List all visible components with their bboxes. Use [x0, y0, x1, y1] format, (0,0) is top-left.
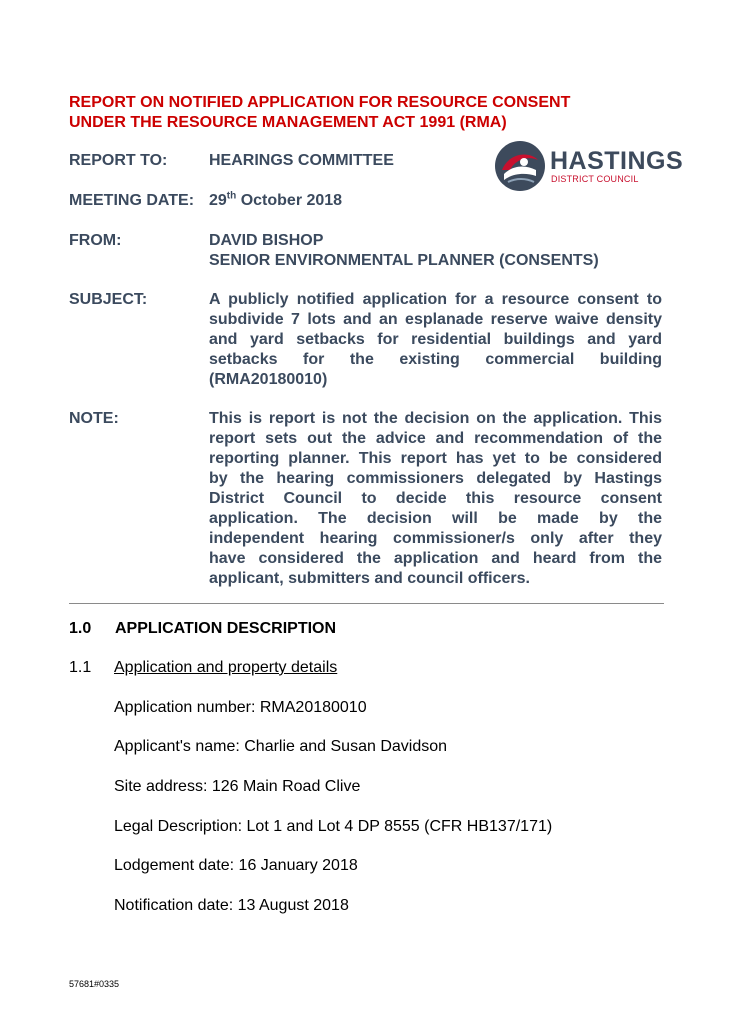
from-role: SENIOR ENVIRONMENTAL PLANNER (CONSENTS)	[209, 252, 599, 269]
detail-site-address: Site address: 126 Main Road Clive	[114, 778, 361, 795]
meeting-date-day: 29	[209, 192, 227, 209]
detail-applicant-name: Applicant's name: Charlie and Susan Davidson	[114, 738, 448, 755]
note-line: by the hearing commissioners delegated by Hastings	[209, 470, 662, 487]
meeting-date-rest: October 2018	[236, 192, 343, 209]
subsection-heading	[69, 659, 337, 677]
subject-line: setbacks for the existing commercial building	[209, 351, 662, 368]
note-line: District Council to decide this resource consent	[209, 490, 662, 507]
section-divider	[69, 603, 664, 604]
detail-application-number: Application number: RMA20180010	[114, 699, 367, 716]
subject-text	[209, 290, 662, 390]
subject-label: SUBJECT:	[69, 291, 148, 308]
subject-line: and yard setbacks for residential buildings and yard	[209, 331, 662, 348]
note-line: report sets out the advice and recommendation of the	[209, 430, 662, 447]
meeting-date-label: MEETING DATE:	[69, 192, 195, 209]
from-label: FROM:	[69, 232, 122, 249]
note-line: reporting planner. This report has yet to be considered	[209, 450, 662, 467]
note-label: NOTE:	[69, 410, 119, 427]
note-line: application. The decision will be made by the	[209, 510, 662, 527]
hastings-emblem-icon	[494, 140, 546, 192]
subject-line: (RMA20180010)	[209, 371, 328, 388]
detail-notification-date: Notification date: 13 August 2018	[114, 897, 349, 914]
report-title-line-1: REPORT ON NOTIFIED APPLICATION FOR RESOURCE CONSENT	[69, 94, 571, 111]
meeting-date-suffix: th	[226, 190, 237, 202]
subsection-title: Application and property details	[114, 659, 338, 676]
subsection-number: 1.1	[69, 659, 92, 676]
detail-lodgement-date: Lodgement date: 16 January 2018	[114, 857, 358, 874]
from-name: DAVID BISHOP	[209, 232, 324, 249]
note-line: have considered the application and heard from the	[209, 550, 662, 567]
note-line: independent hearing commissioner/s only after they	[209, 530, 662, 547]
subject-line: A publicly notified application for a resource consent to	[209, 291, 662, 308]
section-title: APPLICATION DESCRIPTION	[115, 620, 337, 637]
subject-line: subdivide 7 lots and an esplanade reserve waive density	[209, 311, 662, 328]
note-line: applicant, submitters and council officers.	[209, 570, 530, 587]
detail-legal-description: Legal Description: Lot 1 and Lot 4 DP 8555 (CFR HB137/171)	[114, 818, 553, 835]
meeting-date-value	[209, 192, 342, 210]
report-to-value: HEARINGS COMMITTEE	[209, 152, 394, 169]
section-number: 1.0	[69, 620, 92, 637]
report-title-line-2: UNDER THE RESOURCE MANAGEMENT ACT 1991 (RMA)	[69, 114, 507, 131]
note-line: This is report is not the decision on the application. This	[209, 410, 662, 427]
section-heading	[69, 620, 336, 638]
hastings-logo	[494, 140, 684, 192]
note-text	[209, 409, 662, 589]
logo-subtitle: DISTRICT COUNCIL	[551, 174, 639, 184]
logo-wordmark: HASTINGS	[550, 147, 684, 175]
document-reference: 57681#0335	[69, 979, 120, 989]
report-to-label: REPORT TO:	[69, 152, 168, 169]
